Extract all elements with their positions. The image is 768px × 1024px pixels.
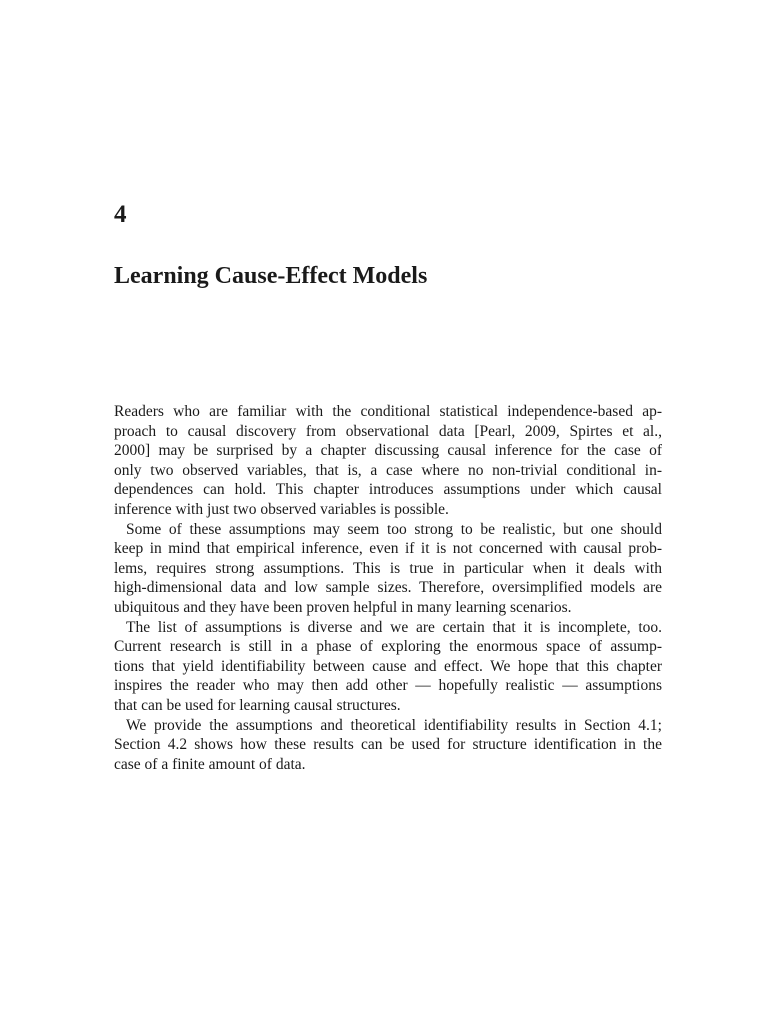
text-line: dependences can hold. This chapter introduces assumptions under which causal — [114, 481, 662, 499]
text-line: proach to causal discovery from observational data [Pearl, 2009, Spirtes et al., — [114, 422, 662, 440]
text-line: The list of assumptions is diverse and we are certain that it is incomplete, too. — [126, 618, 662, 636]
text-line: 2000] may be surprised by a chapter discussing causal inference for the case of — [114, 442, 662, 460]
text-line: inspires the reader who may then add other — hopefully realistic — assumptions — [114, 677, 662, 695]
text-line: Section 4.2 shows how these results can be used for structure identification in the — [114, 736, 662, 754]
text-line: that can be used for learning causal structures. — [114, 696, 401, 714]
paragraph-2 — [114, 520, 662, 618]
text-line: Some of these assumptions may seem too strong to be realistic, but one should — [126, 520, 662, 538]
text-line: only two observed variables, that is, a case where no non-trivial conditional in- — [114, 461, 662, 479]
text-line: Current research is still in a phase of exploring the enormous space of assump- — [114, 638, 662, 656]
chapter-number: 4 — [114, 201, 127, 228]
text-line: lems, requires strong assumptions. This is true in particular when it deals with — [114, 559, 662, 577]
text-line: tions that yield identifiability between cause and effect. We hope that this chapter — [114, 657, 662, 675]
paragraph-4 — [114, 716, 662, 775]
chapter-introduction — [114, 402, 662, 774]
text-line: ubiquitous and they have been proven helpful in many learning scenarios. — [114, 598, 572, 616]
text-line: keep in mind that empirical inference, even if it is not concerned with causal prob- — [114, 540, 662, 558]
text-line: case of a finite amount of data. — [114, 755, 306, 773]
text-line: We provide the assumptions and theoretical identifiability results in Section 4.1; — [126, 716, 662, 734]
paragraph-3 — [114, 618, 662, 716]
text-line: inference with just two observed variables is possible. — [114, 500, 449, 518]
text-line: high-dimensional data and low sample sizes. Therefore, oversimplified models are — [114, 579, 662, 597]
paragraph-1 — [114, 402, 662, 520]
text-line: Readers who are familiar with the conditional statistical independence-based ap- — [114, 403, 662, 420]
chapter-title: Learning Cause-Effect Models — [114, 263, 428, 289]
